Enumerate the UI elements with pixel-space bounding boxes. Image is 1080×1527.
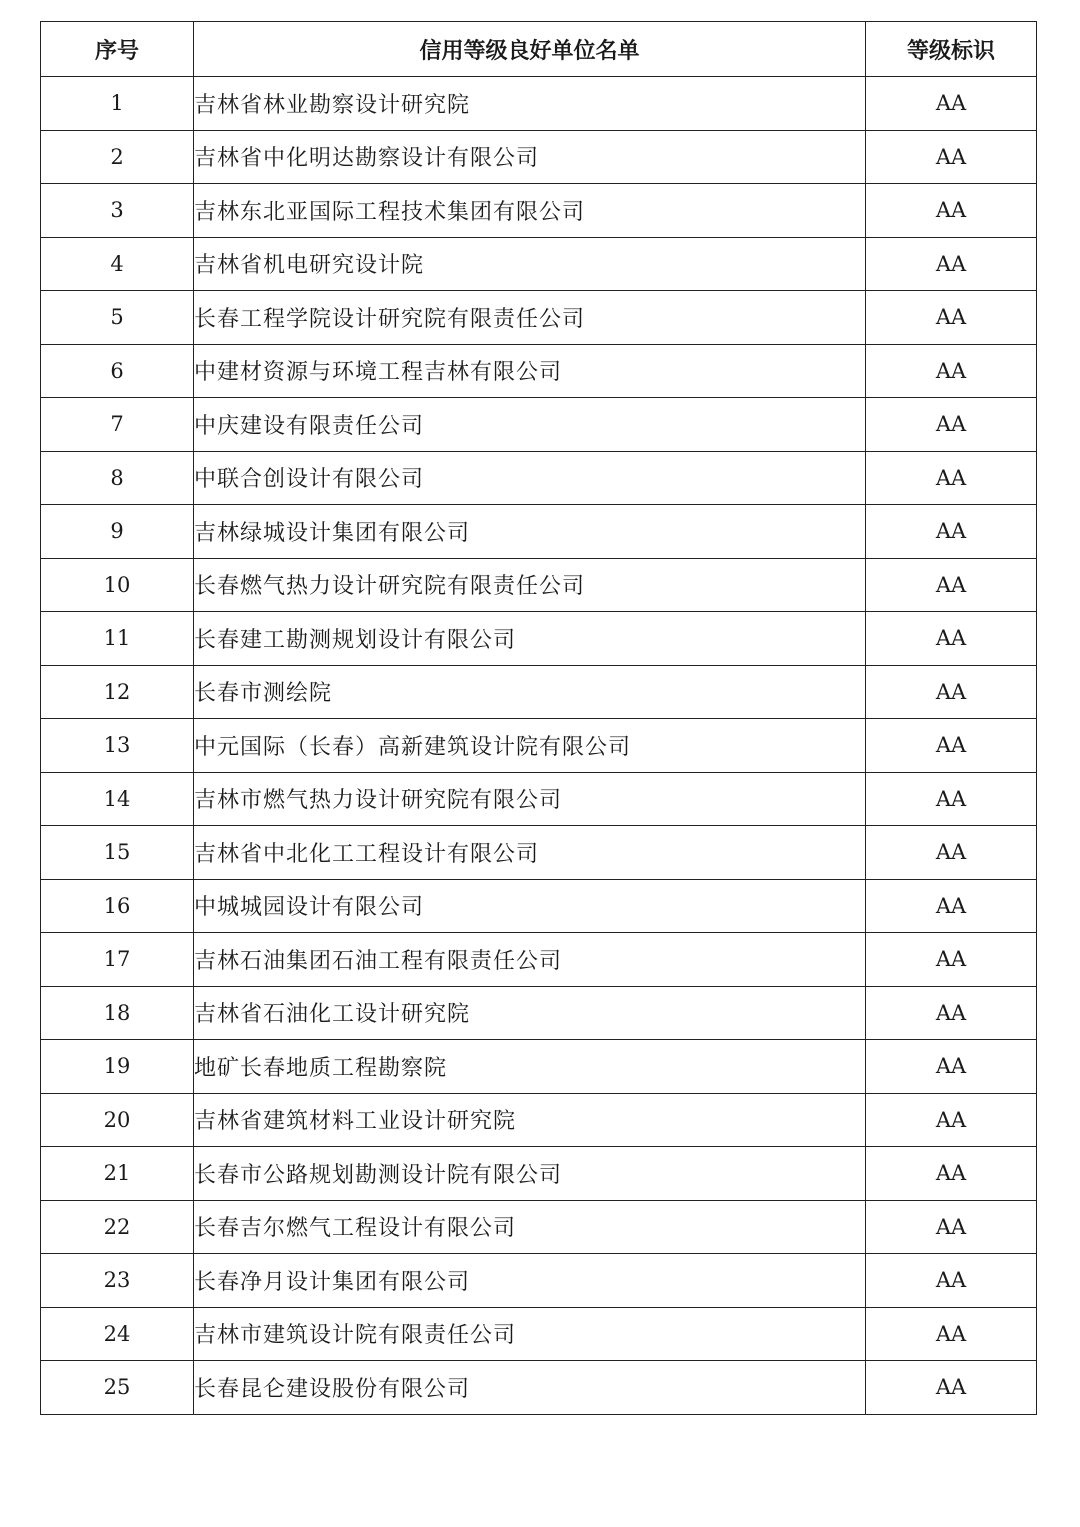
table-row	[41, 505, 1037, 559]
row-seq: 17	[41, 933, 194, 987]
row-seq: 9	[41, 505, 194, 559]
row-unit-name: 长春燃气热力设计研究院有限责任公司	[194, 558, 866, 612]
row-unit-name: 中建材资源与环境工程吉林有限公司	[194, 344, 866, 398]
row-grade: AA	[866, 237, 1037, 291]
row-unit-name: 地矿长春地质工程勘察院	[194, 1040, 866, 1094]
row-seq: 10	[41, 558, 194, 612]
row-unit-name: 吉林省机电研究设计院	[194, 237, 866, 291]
row-grade: AA	[866, 77, 1037, 131]
row-unit-name: 吉林绿城设计集团有限公司	[194, 505, 866, 559]
table-row	[41, 344, 1037, 398]
table-row	[41, 184, 1037, 238]
row-unit-name: 长春建工勘测规划设计有限公司	[194, 612, 866, 666]
table-row	[41, 1200, 1037, 1254]
row-unit-name: 吉林市燃气热力设计研究院有限公司	[194, 772, 866, 826]
row-grade: AA	[866, 1200, 1037, 1254]
row-seq: 12	[41, 665, 194, 719]
table-row	[41, 1147, 1037, 1201]
row-grade: AA	[866, 1361, 1037, 1415]
table-row	[41, 986, 1037, 1040]
row-seq: 4	[41, 237, 194, 291]
row-unit-name: 吉林省中北化工工程设计有限公司	[194, 826, 866, 880]
row-unit-name: 长春市测绘院	[194, 665, 866, 719]
header-grade: 等级标识	[866, 22, 1037, 77]
row-grade: AA	[866, 398, 1037, 452]
row-unit-name: 中庆建设有限责任公司	[194, 398, 866, 452]
table-row	[41, 665, 1037, 719]
row-seq: 23	[41, 1254, 194, 1308]
row-seq: 8	[41, 451, 194, 505]
header-row	[41, 22, 1037, 77]
table-row	[41, 879, 1037, 933]
row-unit-name: 吉林石油集团石油工程有限责任公司	[194, 933, 866, 987]
row-unit-name: 吉林市建筑设计院有限责任公司	[194, 1307, 866, 1361]
row-unit-name: 长春工程学院设计研究院有限责任公司	[194, 291, 866, 345]
row-grade: AA	[866, 1093, 1037, 1147]
table-row	[41, 1040, 1037, 1094]
table-row	[41, 291, 1037, 345]
table-row	[41, 1254, 1037, 1308]
row-seq: 18	[41, 986, 194, 1040]
row-grade: AA	[866, 826, 1037, 880]
row-grade: AA	[866, 879, 1037, 933]
table-body	[41, 77, 1037, 1415]
row-seq: 20	[41, 1093, 194, 1147]
row-seq: 25	[41, 1361, 194, 1415]
row-unit-name: 吉林省建筑材料工业设计研究院	[194, 1093, 866, 1147]
row-seq: 1	[41, 77, 194, 131]
table-row	[41, 451, 1037, 505]
row-grade: AA	[866, 1040, 1037, 1094]
row-unit-name: 吉林省中化明达勘察设计有限公司	[194, 130, 866, 184]
row-grade: AA	[866, 451, 1037, 505]
row-unit-name: 吉林省林业勘察设计研究院	[194, 77, 866, 131]
table-row	[41, 237, 1037, 291]
row-grade: AA	[866, 184, 1037, 238]
row-unit-name: 吉林东北亚国际工程技术集团有限公司	[194, 184, 866, 238]
row-grade: AA	[866, 558, 1037, 612]
row-grade: AA	[866, 505, 1037, 559]
row-seq: 13	[41, 719, 194, 773]
header-seq: 序号	[41, 22, 194, 77]
row-seq: 15	[41, 826, 194, 880]
table-row	[41, 398, 1037, 452]
row-seq: 11	[41, 612, 194, 666]
table-row	[41, 933, 1037, 987]
row-unit-name: 吉林省石油化工设计研究院	[194, 986, 866, 1040]
row-grade: AA	[866, 933, 1037, 987]
row-seq: 5	[41, 291, 194, 345]
row-unit-name: 长春净月设计集团有限公司	[194, 1254, 866, 1308]
table-row	[41, 1307, 1037, 1361]
row-unit-name: 中城城园设计有限公司	[194, 879, 866, 933]
row-grade: AA	[866, 612, 1037, 666]
row-grade: AA	[866, 291, 1037, 345]
row-unit-name: 长春昆仑建设股份有限公司	[194, 1361, 866, 1415]
row-grade: AA	[866, 1147, 1037, 1201]
row-seq: 21	[41, 1147, 194, 1201]
table-row	[41, 1361, 1037, 1415]
row-grade: AA	[866, 772, 1037, 826]
row-seq: 6	[41, 344, 194, 398]
table-row	[41, 77, 1037, 131]
row-grade: AA	[866, 719, 1037, 773]
table-row	[41, 1093, 1037, 1147]
row-seq: 14	[41, 772, 194, 826]
table-row	[41, 612, 1037, 666]
row-grade: AA	[866, 344, 1037, 398]
row-unit-name: 长春市公路规划勘测设计院有限公司	[194, 1147, 866, 1201]
header-name: 信用等级良好单位名单	[194, 22, 866, 77]
table-row	[41, 719, 1037, 773]
row-grade: AA	[866, 665, 1037, 719]
row-unit-name: 中元国际（长春）高新建筑设计院有限公司	[194, 719, 866, 773]
row-seq: 7	[41, 398, 194, 452]
table-row	[41, 130, 1037, 184]
row-seq: 16	[41, 879, 194, 933]
row-grade: AA	[866, 1307, 1037, 1361]
row-grade: AA	[866, 130, 1037, 184]
row-seq: 22	[41, 1200, 194, 1254]
row-unit-name: 中联合创设计有限公司	[194, 451, 866, 505]
row-seq: 2	[41, 130, 194, 184]
row-seq: 24	[41, 1307, 194, 1361]
table-row	[41, 558, 1037, 612]
row-grade: AA	[866, 1254, 1037, 1308]
row-grade: AA	[866, 986, 1037, 1040]
table-row	[41, 772, 1037, 826]
row-unit-name: 长春吉尔燃气工程设计有限公司	[194, 1200, 866, 1254]
row-seq: 3	[41, 184, 194, 238]
table-row	[41, 826, 1037, 880]
row-seq: 19	[41, 1040, 194, 1094]
credit-rating-table	[40, 21, 1037, 1415]
